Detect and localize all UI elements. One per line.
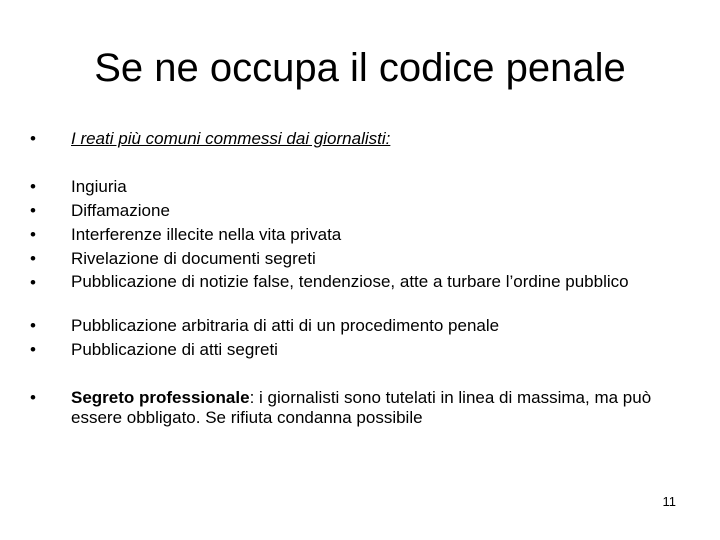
secret-text xyxy=(71,388,661,428)
secret-rest: : i giornalisti sono tutelati in linea di massima, ma può essere obbligato. Se rifiuta condanna possibile xyxy=(71,388,652,427)
crime-label: Pubblicazione di notizie false, tendenziose, atte a turbare l’ordine pubblico xyxy=(71,272,629,291)
bullet-icon: • xyxy=(30,177,36,196)
bullet-icon: • xyxy=(30,273,36,292)
crime-label: Interferenze illecite nella vita privata xyxy=(71,225,342,244)
slide-title: Se ne occupa il codice penale xyxy=(94,46,626,90)
bullet-icon: • xyxy=(30,316,36,335)
bullet-icon: • xyxy=(30,388,36,407)
secret-term: Segreto professionale xyxy=(71,388,250,407)
crime-label: Pubblicazione di atti segreti xyxy=(71,340,278,359)
bullet-icon: • xyxy=(30,249,36,268)
crime-label: Rivelazione di documenti segreti xyxy=(71,249,316,268)
bullet-icon: • xyxy=(30,201,36,220)
crime-label: Ingiuria xyxy=(71,177,127,196)
bullet-icon: • xyxy=(30,340,36,359)
bullet-icon: • xyxy=(30,129,36,148)
crime-label: Pubblicazione arbitraria di atti di un procedimento penale xyxy=(71,316,500,335)
bullet-icon: • xyxy=(30,225,36,244)
crime-label: Diffamazione xyxy=(71,201,170,220)
intro-text: I reati più comuni commessi dai giornalisti: xyxy=(71,129,391,148)
page-number: 11 xyxy=(662,494,676,509)
